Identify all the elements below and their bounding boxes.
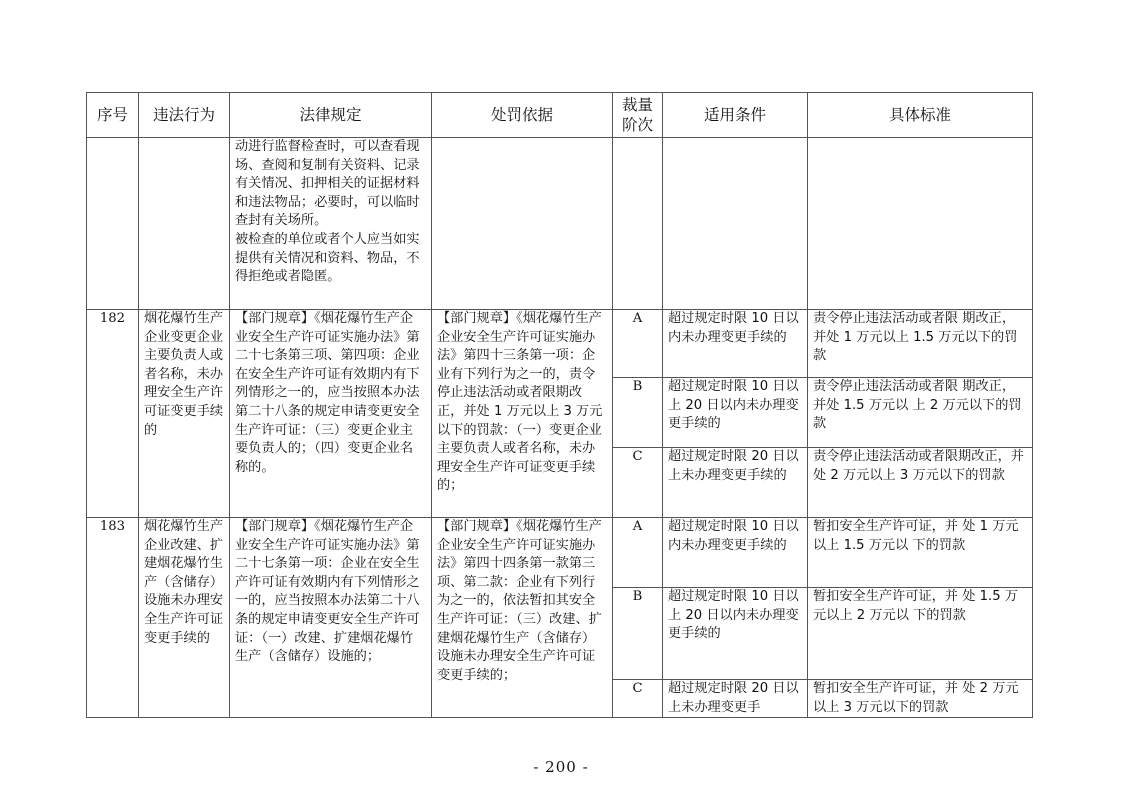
header-act: 违法行为 xyxy=(139,93,230,138)
header-no: 序号 xyxy=(87,93,139,138)
header-basis: 处罚依据 xyxy=(432,93,613,138)
cell-level: B xyxy=(613,588,663,680)
cell-no: 183 xyxy=(87,518,139,718)
cell-no: 182 xyxy=(87,310,139,518)
cell-act: 烟花爆竹生产企业变更企业主要负责人或者名称，未办理安全生产许可证变更手续的 xyxy=(139,310,230,518)
cell-cond: 超过规定时限 10 日以上 20 日以内未办理变更手续的 xyxy=(663,378,808,448)
cell-std: 暂扣安全生产许可证，并 处 2 万元以上 3 万元以下的罚款 xyxy=(808,680,1033,718)
page-number: - 200 - xyxy=(533,758,589,776)
cell-act xyxy=(139,138,230,310)
cell-level: C xyxy=(613,448,663,518)
cell-cond: 超过规定时限 10 日以内未办理变更手续的 xyxy=(663,310,808,378)
cell-cond xyxy=(663,138,808,310)
header-std: 具体标准 xyxy=(808,93,1033,138)
cell-cond: 超过规定时限 20 日以上未办理变更手续的 xyxy=(663,448,808,518)
cell-act: 烟花爆竹生产企业改建、扩建烟花爆竹生产（含储存）设施未办理安全生产许可证变更手续的 xyxy=(139,518,230,718)
cell-no xyxy=(87,138,139,310)
table-row-continued xyxy=(87,138,1033,310)
header-cond: 适用条件 xyxy=(663,93,808,138)
cell-law: 【部门规章】《烟花爆竹生产企业安全生产许可证实施办法》第二十七条第三项、第四项：企业在安全生产许可证有效期内有下列情形之一的，应当按照本办法第二十八条的规定申请变更安全生产许可证：（三）变更企业主要负责人的；（四）变更企业名称的。 xyxy=(230,310,432,518)
cell-cond: 超过规定时限 20 日以上未办理变更手 xyxy=(663,680,808,718)
cell-std: 责令停止违法活动或者限 期改正，并处 1 万元以上 1.5 万元以下的罚款 xyxy=(808,310,1033,378)
cell-cond: 超过规定时限 10 日以上 20 日以内未办理变更手续的 xyxy=(663,588,808,680)
cell-basis: 【部门规章】《烟花爆竹生产企业安全生产许可证实施办法》第四十三条第一项：企业有下列行为之一的，责令停止违法活动或者限期改正，并处 1 万元以上 3 万元以下的罚款：（一）变更企业主要负责人或者名称，未办理安全生产许可证变更手续的； xyxy=(432,310,613,518)
cell-level: B xyxy=(613,378,663,448)
cell-basis xyxy=(432,138,613,310)
cell-level: A xyxy=(613,518,663,588)
cell-level xyxy=(613,138,663,310)
cell-std: 暂扣安全生产许可证，并 处 1.5 万元以上 2 万元以 下的罚款 xyxy=(808,588,1033,680)
cell-cond: 超过规定时限 10 日以内未办理变更手续的 xyxy=(663,518,808,588)
cell-level: C xyxy=(613,680,663,718)
table-row xyxy=(87,310,1033,378)
cell-basis: 【部门规章】《烟花爆竹生产企业安全生产许可证实施办法》第四十四条第一款第三项、第二款：企业有下列行为之一的，依法暂扣其安全生产许可证：（三）改建、扩建烟花爆竹生产（含储存）设施未办理安全生产许可证变更手续的； xyxy=(432,518,613,718)
cell-std: 责令停止违法活动或者限期改正，并处 2 万元以上 3 万元以下的罚款 xyxy=(808,448,1033,518)
penalty-table xyxy=(86,92,1033,718)
header-law: 法律规定 xyxy=(230,93,432,138)
cell-law: 动进行监督检查时，可以查看现场、查阅和复制有关资料、记录有关情况、扣押相关的证据材料和违法物品；必要时，可以临时查封有关场所。 被检查的单位或者个人应当如实提供有关情况和资料、物品，不得拒绝或者隐匿。 xyxy=(230,138,432,310)
table-row xyxy=(87,518,1033,588)
cell-std: 暂扣安全生产许可证，并 处 1 万元以上 1.5 万元以 下的罚款 xyxy=(808,518,1033,588)
cell-std: 责令停止违法活动或者限 期改正，并处 1.5 万元以 上 2 万元以下的罚款 xyxy=(808,378,1033,448)
cell-level: A xyxy=(613,310,663,378)
header-row xyxy=(87,93,1033,138)
cell-std xyxy=(808,138,1033,310)
header-level: 裁量 阶次 xyxy=(613,93,663,138)
cell-law: 【部门规章】《烟花爆竹生产企业安全生产许可证实施办法》第二十七条第一项：企业在安全生产许可证有效期内有下列情形之一的，应当按照本办法第二十八条的规定申请变更安全生产许可证：（一）改建、扩建烟花爆竹生产（含储存）设施的； xyxy=(230,518,432,718)
